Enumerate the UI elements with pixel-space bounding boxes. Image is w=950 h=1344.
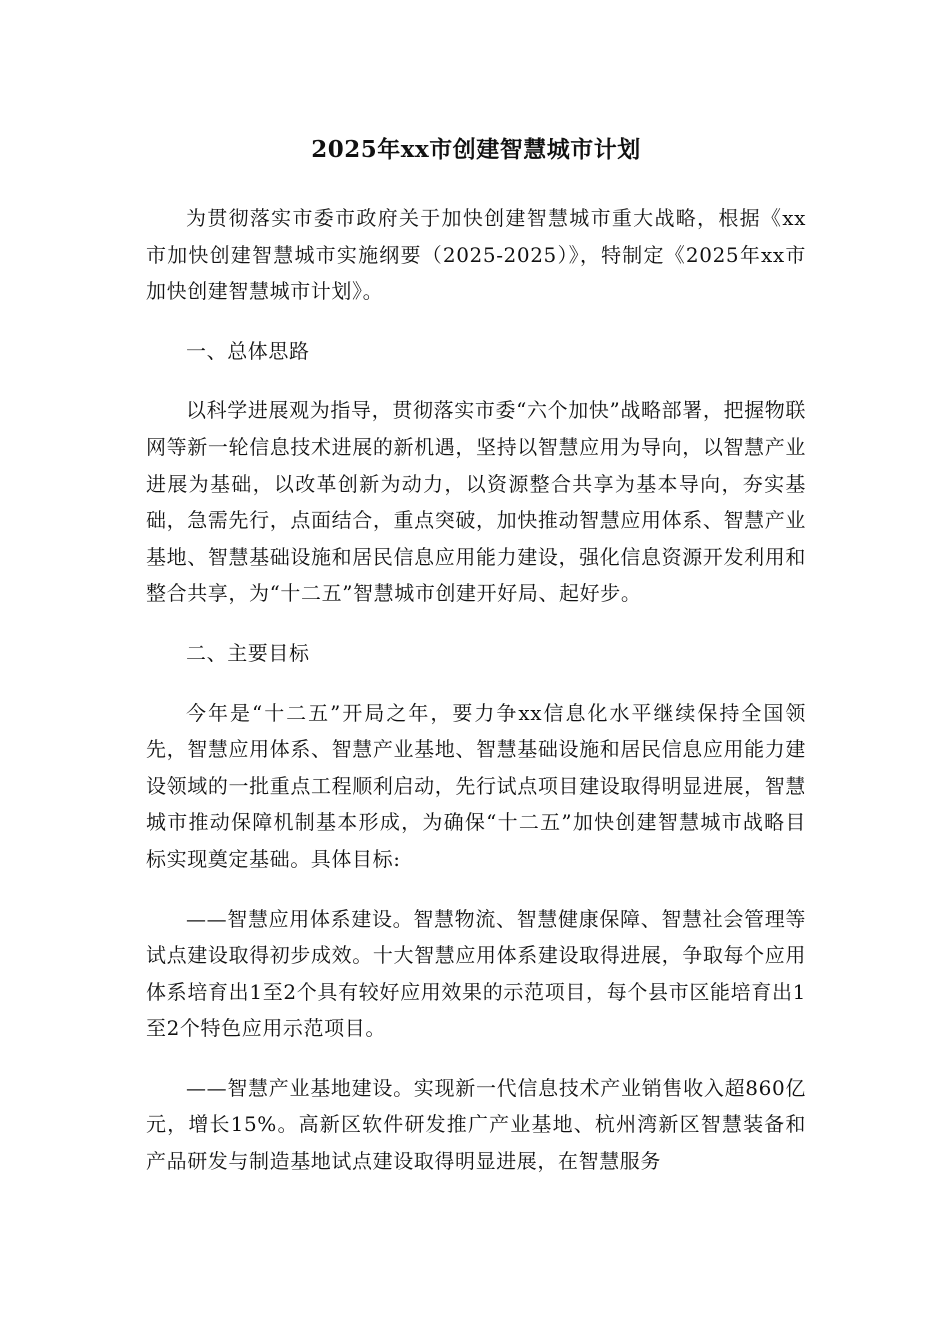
- section-heading-main-goals: 二、主要目标: [186, 640, 310, 665]
- document-title: 2025年xx市创建智慧城市计划: [311, 136, 641, 163]
- section-main-goals-body: 今年是“十二五”开局之年，要力争xx信息化水平继续保持全国领先，智慧应用体系、智慧产业基地、智慧基础设施和居民信息应用能力建设领域的一批重点工程顺利启动，先行试点项目建设取得明显进展，智慧城市推动保障机制基本形成，为确保“十二五”加快创建智慧城市战略目标实现奠定基础。具体目标:: [146, 700, 806, 871]
- goal-smart-application-system: ——智慧应用体系建设。智慧物流、智慧健康保障、智慧社会管理等试点建设取得初步成效。十大智慧应用体系建设取得进展，争取每个应用体系培育出1至2个具有较好应用效果的示范项目，每个县市区能培育出1至2个特色应用示范项目。: [146, 906, 806, 1041]
- section-overall-approach-body: 以科学进展观为指导，贯彻落实市委“六个加快”战略部署，把握物联网等新一轮信息技术进展的新机遇，坚持以智慧应用为导向，以智慧产业进展为基础，以改革创新为动力，以资源整合共享为基本导向，夯实基础，急需先行，点面结合，重点突破，加快推动智慧应用体系、智慧产业基地、智慧基础设施和居民信息应用能力建设，强化信息资源开发利用和整合共享，为“十二五”智慧城市创建开好局、起好步。: [146, 398, 806, 606]
- intro-paragraph: 为贯彻落实市委市政府关于加快创建智慧城市重大战略，根据《xx市加快创建智慧城市实施纲要（2025-2025）》，特制定《2025年xx市加快创建智慧城市计划》。: [146, 206, 806, 304]
- goal-smart-industry-base: ——智慧产业基地建设。实现新一代信息技术产业销售收入超860亿元，增长15%。高新区软件研发推广产业基地、杭州湾新区智慧装备和产品研发与制造基地试点建设取得明显进展，在智慧服务: [146, 1075, 806, 1174]
- document-page: [146, 128, 806, 1203]
- section-heading-overall-approach: 一、总体思路: [186, 338, 310, 363]
